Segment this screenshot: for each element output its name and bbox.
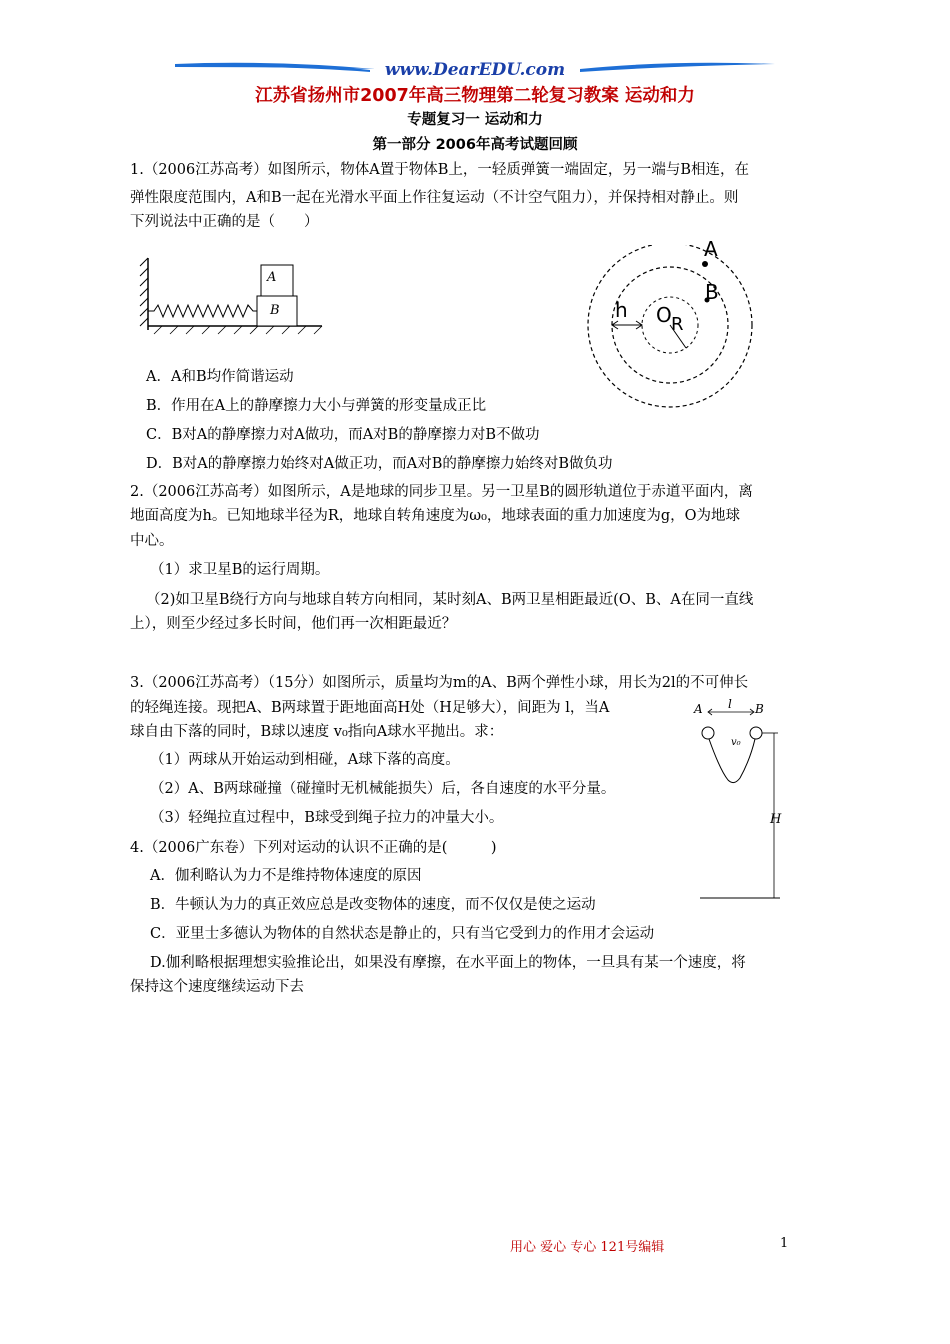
q3-part2: （2）A、B两球碰撞（碰撞时无机械能损失）后，各自速度的水平分量。: [150, 781, 616, 797]
q3-part1: （1）两球从开始运动到相碰，A球下落的高度。: [150, 752, 460, 768]
topic-subtitle: 专题复习一 运动和力: [407, 112, 543, 128]
q1-line1: 1.（2006江苏高考）如图所示，物体A置于物体B上，一轻质弹簧一端固定，另一端与B相连，在: [130, 162, 750, 178]
spring-block-figure: [130, 250, 325, 335]
q1-option-c: C．B对A的静摩擦力对A做功，而A对B的静摩擦力对B不做功: [146, 427, 540, 443]
q3-line1: 3.（2006江苏高考）（15分）如图所示，质量均为m的A、B两个弹性小球，用长为2l的不可伸长: [130, 675, 749, 691]
fig3-label-b: B: [755, 702, 764, 716]
site-brand: www.DearEDU.com: [384, 60, 566, 80]
fig3-label-a: A: [694, 702, 703, 716]
q1-option-d: D．B对A的静摩擦力始终对A做正功，而A对B的静摩擦力始终对B做负功: [146, 456, 613, 472]
q2-line3: 中心。: [130, 533, 174, 549]
q2-part1: （1）求卫星B的运行周期。: [150, 562, 330, 578]
q2-part2-line2: 上），则至少经过多长时间，他们再一次相距最近？: [130, 616, 457, 632]
q1-option-b: B．作用在A上的静摩擦力大小与弹簧的形变量成正比: [146, 398, 487, 414]
fig3-label-l: l: [728, 697, 732, 711]
q3-line3: 球自由下落的同时，B球以速度 v₀指向A球水平抛出。求：: [130, 724, 504, 740]
q3-part3: （3）轻绳拉直过程中，B球受到绳子拉力的冲量大小。: [150, 810, 504, 826]
q2-line1: 2.（2006江苏高考）如图所示，A是地球的同步卫星。另一卫星B的圆形轨道位于赤道平面内，离: [130, 484, 753, 500]
fig2-label-r: R: [671, 314, 684, 335]
section-heading: 第一部分 2006年高考试题回顾: [372, 137, 578, 153]
fig1-label-b: B: [270, 303, 280, 318]
fig2-label-h: h: [615, 298, 628, 322]
footer-text: 用心 爱心 专心 121号编辑: [510, 1240, 665, 1255]
q2-line2: 地面高度为h。已知地球半径为R，地球自转角速度为ω₀，地球表面的重力加速度为g，O为地球: [130, 508, 741, 524]
q4-option-d-line1: D.伽利略根据理想实验推论出，如果没有摩擦，在水平面上的物体，一旦具有某一个速度，将: [150, 955, 746, 971]
fig2-label-b: B: [705, 280, 719, 304]
q1-line2: 弹性限度范围内，A和B一起在光滑水平面上作往复运动（不计空气阻力），并保持相对静止。则: [130, 190, 739, 206]
fig2-label-a: A: [704, 237, 718, 261]
q4-option-a: A．伽利略认为力不是维持物体速度的原因: [150, 868, 422, 884]
orbit-figure: [585, 245, 755, 415]
two-ball-figure: [690, 700, 795, 900]
fig2-label-o: O: [656, 303, 672, 327]
q1-line3: 下列说法中正确的是（ ）: [130, 214, 319, 230]
page-title: 江苏省扬州市2007年高三物理第二轮复习教案 运动和力: [255, 86, 695, 106]
q2-part2-line1: （2)如卫星B绕行方向与地球自转方向相同，某时刻A、B两卫星相距最近(O、B、A在同一直线: [146, 592, 754, 608]
fig3-label-h: H: [770, 812, 782, 827]
q1-option-a: A．A和B均作简谐运动: [146, 369, 294, 385]
q3-line2: 的轻绳连接。现把A、B两球置于距地面高H处（H足够大），间距为 l，当A: [130, 700, 610, 716]
q4-option-d-line2: 保持这个速度继续运动下去: [130, 979, 304, 995]
q4-option-b: B．牛顿认为力的真正效应总是改变物体的速度，而不仅仅是使之运动: [150, 897, 596, 913]
fig1-label-a: A: [267, 270, 277, 285]
q4-line1: 4.（2006广东卷）下列对运动的认识不正确的是( ): [130, 840, 497, 856]
page-number: 1: [780, 1236, 789, 1251]
q4-option-c: C．亚里士多德认为物体的自然状态是静止的，只有当它受到力的作用才会运动: [150, 926, 655, 942]
fig3-label-v0: v₀: [731, 737, 741, 748]
